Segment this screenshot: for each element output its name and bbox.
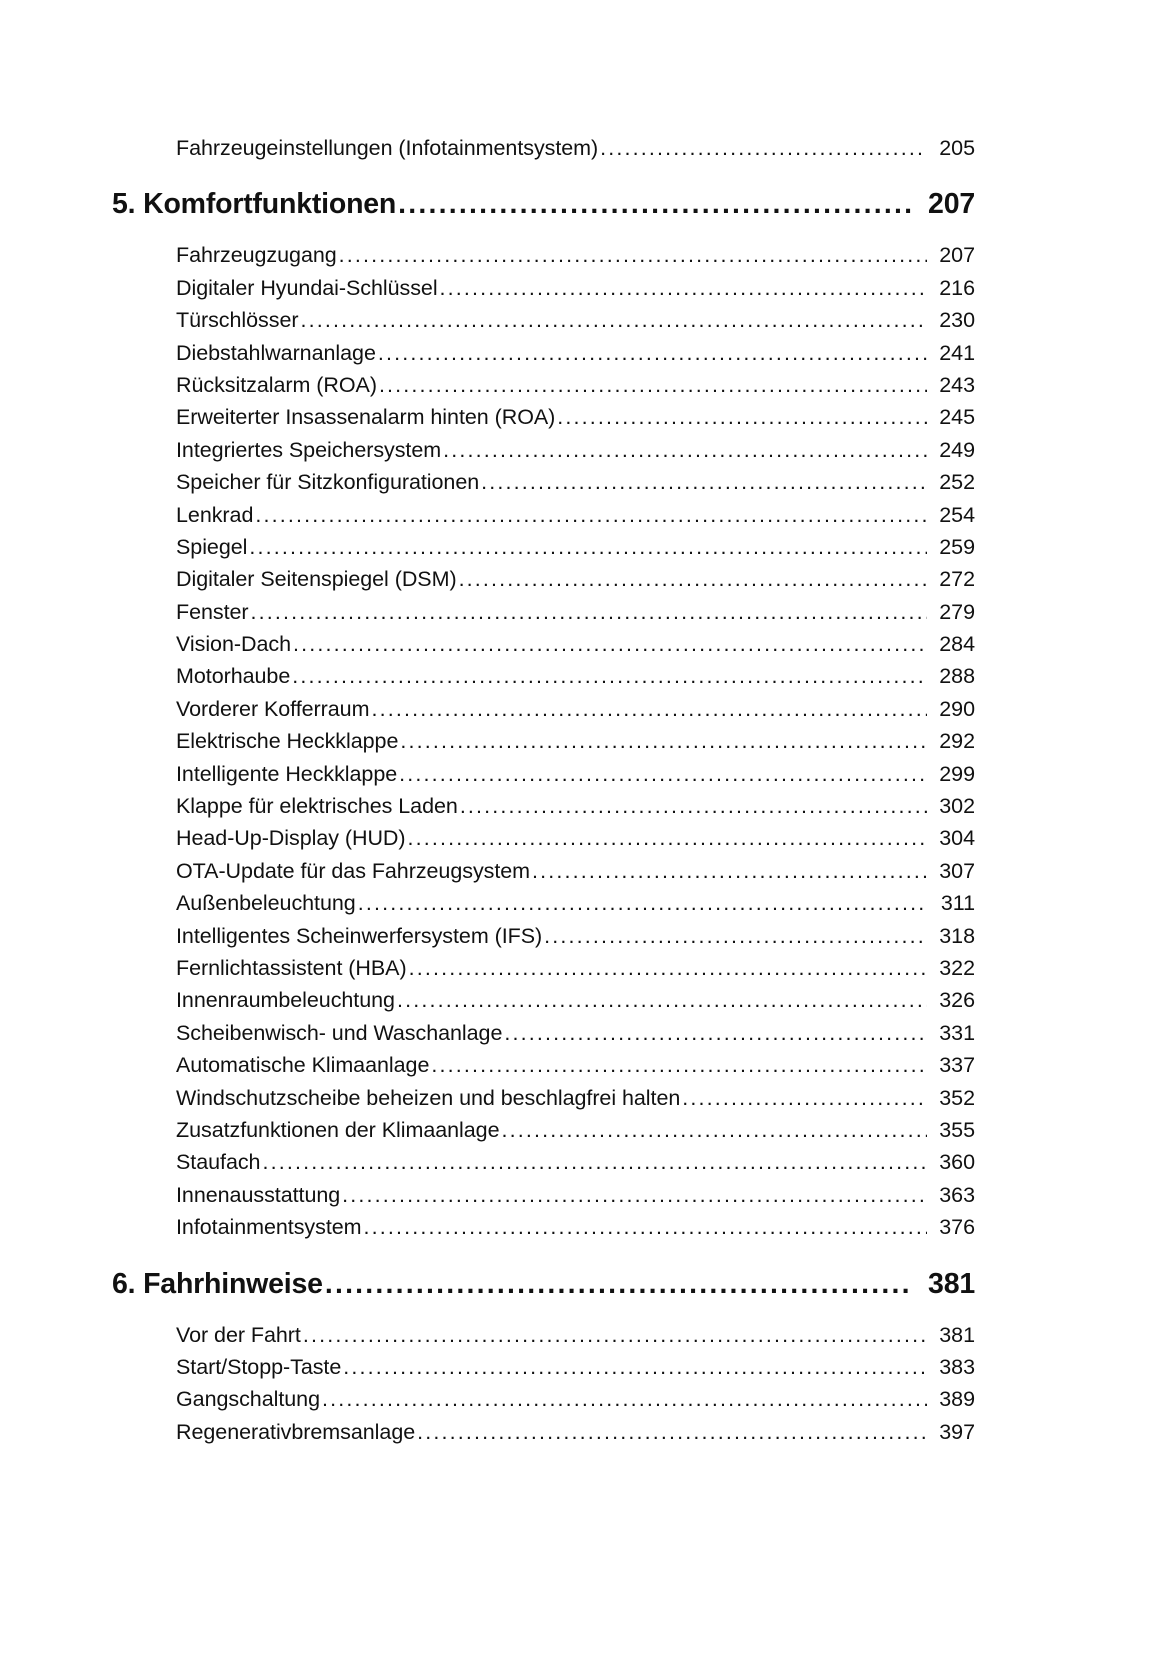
toc-entry-row[interactable] (112, 628, 975, 660)
toc-entry-page-number: 331 (939, 1020, 975, 1045)
toc-dot-leader (255, 499, 927, 531)
toc-entry-title: Digitaler Seitenspiegel (DSM) (176, 567, 457, 592)
toc-dot-leader (431, 1049, 927, 1081)
toc-entry-row[interactable] (112, 1017, 975, 1049)
toc-entry-page-number: 397 (939, 1419, 975, 1444)
toc-entry-page-number: 322 (939, 955, 975, 980)
toc-entry-page-number: 241 (939, 340, 975, 365)
toc-entry-title: Rücksitzalarm (ROA) (176, 372, 377, 397)
toc-entry-page-number: 363 (939, 1182, 975, 1207)
toc-entry-title: Vorderer Kofferraum (176, 696, 370, 721)
toc-entry-row[interactable] (112, 1179, 975, 1211)
toc-entry-row[interactable] (112, 984, 975, 1016)
toc-entry-row[interactable] (112, 1383, 975, 1415)
toc-entry-row[interactable] (112, 499, 975, 531)
toc-entry-row[interactable] (112, 239, 975, 271)
toc-dot-leader (325, 1265, 913, 1303)
toc-entry-row[interactable] (112, 596, 975, 628)
toc-dot-leader (249, 531, 927, 563)
toc-entry-row[interactable] (112, 272, 975, 304)
toc-dot-leader (322, 1383, 927, 1415)
toc-entry-row[interactable] (112, 855, 975, 887)
toc-dot-leader (409, 952, 927, 984)
toc-entry-title: Vor der Fahrt (176, 1322, 301, 1347)
toc-entry-title: Innenraumbeleuchtung (176, 988, 395, 1013)
toc-entry-row[interactable] (112, 1082, 975, 1114)
toc-entry-title: Erweiterter Insassenalarm hinten (ROA) (176, 405, 556, 430)
toc-dot-leader (504, 1017, 927, 1049)
toc-entry-title: Außenbeleuchtung (176, 891, 356, 916)
toc-dot-leader (343, 1351, 927, 1383)
toc-dot-leader (481, 466, 927, 498)
toc-entry-title: Speicher für Sitzkonfigurationen (176, 470, 480, 495)
toc-entry-page-number: 207 (939, 243, 975, 268)
toc-entry-row[interactable] (112, 660, 975, 692)
toc-dot-leader (399, 758, 927, 790)
toc-entry-row[interactable] (112, 132, 975, 164)
toc-entry-page-number: 272 (939, 567, 975, 592)
toc-dot-leader (262, 1146, 927, 1178)
toc-entry-title: Scheibenwisch- und Waschanlage (176, 1020, 503, 1045)
toc-entry-row[interactable] (112, 758, 975, 790)
toc-entry-page-number: 279 (939, 599, 975, 624)
toc-dot-leader (443, 434, 927, 466)
toc-dot-leader (358, 887, 927, 919)
toc-dot-leader (293, 628, 927, 660)
toc-entry-row[interactable] (112, 1319, 975, 1351)
toc-entry-page-number: 252 (939, 470, 975, 495)
toc-dot-leader (303, 1319, 927, 1351)
toc-entry-page-number: 360 (939, 1150, 975, 1175)
toc-entry-page-number: 383 (939, 1354, 975, 1379)
toc-chapter-row[interactable] (112, 1265, 975, 1303)
toc-entry-title: Fahrzeugzugang (176, 243, 337, 268)
toc-entry-page-number: 302 (939, 794, 975, 819)
toc-dot-leader (398, 185, 913, 223)
toc-dot-leader (532, 855, 927, 887)
toc-entry-row[interactable] (112, 1351, 975, 1383)
table-of-contents (112, 132, 975, 1448)
toc-entry-title: Automatische Klimaanlage (176, 1053, 430, 1078)
toc-entry-page-number: 230 (939, 308, 975, 333)
toc-entry-title: Klappe für elektrisches Laden (176, 794, 458, 819)
toc-entry-title: Lenkrad (176, 502, 254, 527)
toc-entry-page-number: 245 (939, 405, 975, 430)
toc-entry-title: Integriertes Speichersystem (176, 437, 442, 462)
toc-entry-page-number: 304 (939, 826, 975, 851)
toc-entry-row[interactable] (112, 952, 975, 984)
toc-dot-leader (682, 1082, 927, 1114)
toc-entry-row[interactable] (112, 531, 975, 563)
toc-entry-page-number: 352 (939, 1085, 975, 1110)
toc-dot-leader (378, 337, 927, 369)
toc-dot-leader (251, 596, 927, 628)
toc-entry-title: Intelligente Heckklappe (176, 761, 398, 786)
toc-entry-row[interactable] (112, 822, 975, 854)
toc-dot-leader (292, 660, 927, 692)
toc-entry-title: Innenausstattung (176, 1182, 341, 1207)
toc-dot-leader (339, 239, 927, 271)
toc-entry-page-number: 254 (939, 502, 975, 527)
toc-dot-leader (460, 790, 927, 822)
toc-entry-title: Spiegel (176, 534, 248, 559)
toc-entry-row[interactable] (112, 434, 975, 466)
toc-dot-leader (300, 304, 927, 336)
toc-entry-page-number: 337 (939, 1053, 975, 1078)
toc-entry-page-number: 243 (939, 372, 975, 397)
toc-entry-page-number: 292 (939, 729, 975, 754)
toc-dot-leader (544, 920, 927, 952)
toc-entry-page-number: 299 (939, 761, 975, 786)
toc-entry-page-number: 284 (939, 632, 975, 657)
toc-dot-leader (397, 984, 927, 1016)
toc-entry-row[interactable] (112, 693, 975, 725)
toc-entry-row[interactable] (112, 887, 975, 919)
toc-dot-leader (501, 1114, 927, 1146)
toc-entry-page-number: 318 (939, 923, 975, 948)
toc-entry-page-number: 355 (939, 1117, 975, 1142)
toc-entry-row[interactable] (112, 1211, 975, 1243)
toc-dot-leader (557, 401, 927, 433)
toc-entry-title: Motorhaube (176, 664, 291, 689)
toc-entry-row[interactable] (112, 304, 975, 336)
toc-chapter-page-number: 207 (928, 188, 975, 221)
toc-chapter-title: 6. Fahrhinweise (112, 1267, 323, 1300)
toc-entry-title: Fahrzeugeinstellungen (Infotainmentsystem) (176, 136, 599, 160)
toc-dot-leader (600, 132, 927, 164)
toc-entry-title: Elektrische Heckklappe (176, 729, 399, 754)
toc-entry-row[interactable] (112, 1049, 975, 1081)
toc-chapter-title: 5. Komfortfunktionen (112, 188, 397, 221)
toc-entry-row[interactable] (112, 466, 975, 498)
toc-entry-title: Fenster (176, 599, 249, 624)
toc-dot-leader (440, 272, 927, 304)
toc-entry-row[interactable] (112, 920, 975, 952)
toc-chapter-row[interactable] (112, 185, 975, 223)
toc-entry-row[interactable] (112, 725, 975, 757)
toc-entry-row[interactable] (112, 1146, 975, 1178)
toc-chapter-page-number: 381 (928, 1267, 975, 1300)
toc-entry-page-number: 290 (939, 696, 975, 721)
toc-entry-title: Infotainmentsystem (176, 1215, 362, 1240)
toc-entry-row[interactable] (112, 337, 975, 369)
toc-entry-title: Gangschaltung (176, 1387, 320, 1412)
toc-entry-page-number: 326 (939, 988, 975, 1013)
toc-entry-title: Intelligentes Scheinwerfersystem (IFS) (176, 923, 543, 948)
toc-entry-row[interactable] (112, 1114, 975, 1146)
toc-dot-leader (417, 1416, 927, 1448)
toc-entry-page-number: 311 (940, 891, 975, 916)
toc-entry-title: Staufach (176, 1150, 261, 1175)
toc-entry-title: Fernlichtassistent (HBA) (176, 955, 407, 980)
toc-entry-page-number: 376 (939, 1215, 975, 1240)
toc-entry-title: Start/Stopp-Taste (176, 1354, 342, 1379)
toc-entry-title: OTA-Update für das Fahrzeugsystem (176, 858, 531, 883)
toc-entry-page-number: 216 (939, 275, 975, 300)
toc-entry-title: Diebstahlwarnanlage (176, 340, 376, 365)
toc-dot-leader (459, 563, 927, 595)
toc-entry-row[interactable] (112, 369, 975, 401)
toc-entry-row[interactable] (112, 1416, 975, 1448)
toc-entry-title: Zusatzfunktionen der Klimaanlage (176, 1117, 500, 1142)
toc-dot-leader (342, 1179, 927, 1211)
toc-entry-title: Digitaler Hyundai-Schlüssel (176, 275, 438, 300)
toc-dot-leader (364, 1211, 927, 1243)
toc-entry-page-number: 249 (939, 437, 975, 462)
toc-entry-title: Regenerativbremsanlage (176, 1419, 416, 1444)
toc-dot-leader (371, 693, 927, 725)
toc-entry-title: Head-Up-Display (HUD) (176, 826, 406, 851)
toc-entry-page-number: 288 (939, 664, 975, 689)
toc-entry-row[interactable] (112, 790, 975, 822)
toc-entry-page-number: 259 (939, 534, 975, 559)
toc-dot-leader (379, 369, 927, 401)
toc-entry-title: Windschutzscheibe beheizen und beschlagfrei halten (176, 1085, 681, 1110)
toc-entry-row[interactable] (112, 563, 975, 595)
toc-entry-page-number: 389 (939, 1387, 975, 1412)
toc-dot-leader (408, 822, 927, 854)
toc-entry-page-number: 205 (939, 136, 975, 160)
toc-entry-page-number: 307 (939, 858, 975, 883)
toc-entry-page-number: 381 (939, 1322, 975, 1347)
toc-entry-title: Vision-Dach (176, 632, 291, 657)
toc-dot-leader (400, 725, 927, 757)
toc-entry-title: Türschlösser (176, 308, 299, 333)
toc-entry-row[interactable] (112, 401, 975, 433)
